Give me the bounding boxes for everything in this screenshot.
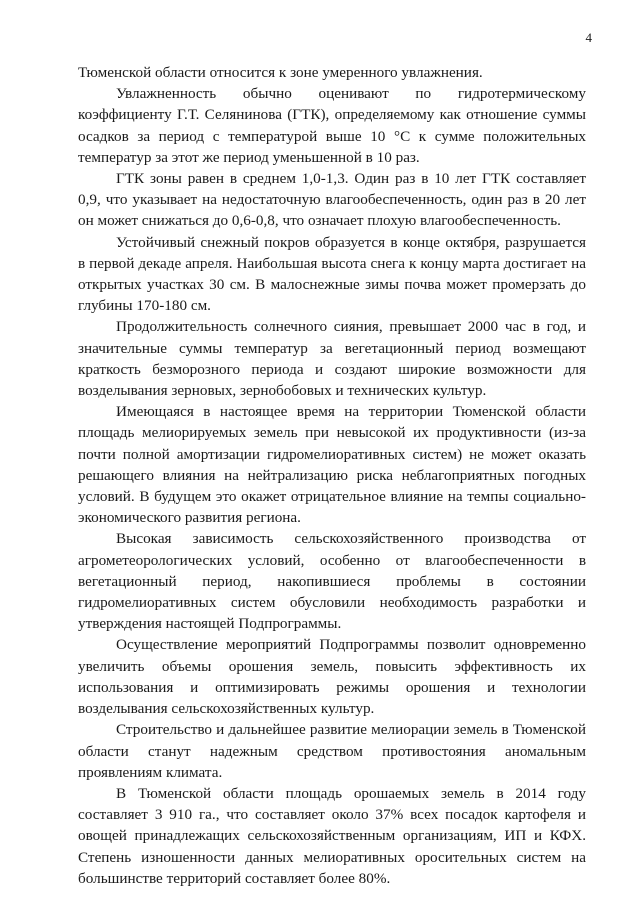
paragraph-4: Устойчивый снежный покров образуется в конце октября, разрушается в первой декаде апреля. Наибольшая высота снега к концу марта достигает на открытых участках 30 см. В малоснежные зимы почва может промерзать до глубины 170-180 см. [78, 233, 586, 315]
page-number: 4 [585, 30, 592, 45]
paragraph-3: ГТК зоны равен в среднем 1,0-1,3. Один раз в 10 лет ГТК составляет 0,9, что указывает на недостаточную влагообеспеченность, один раз в 20 лет он может снижаться до 0,6-0,8, что означает плохую влагообеспеченность. [78, 170, 586, 230]
paragraph-9: Строительство и дальнейшее развитие мелиорации земель в Тюменской области станут надежным средством противостояния аномальным проявлениям климата. [78, 721, 586, 781]
paragraph-8: Осуществление мероприятий Подпрограммы позволит одновременно увеличить объемы орошения земель, повысить эффективность их использования и оптимизировать режимы орошения и технологии возделывания сельскохозяйственных культур. [78, 636, 586, 718]
paragraph-10: В Тюменской области площадь орошаемых земель в 2014 году составляет 3 910 га., что составляет около 37% всех посадок картофеля и овощей принадлежащих сельскохозяйственным организациям, ИП и КФХ. Степень изношенности данных мелиоративных оросительных систем на большинстве территорий составляет более 80%. [78, 784, 586, 887]
paragraph-5: Продолжительность солнечного сияния, превышает 2000 час в год, и значительные суммы температур за вегетационный период возмещают краткость безморозного периода и создают широкие возможности для возделывания зерновых, зернобобовых и технических культур. [78, 318, 586, 400]
paragraph-6: Имеющаяся в настоящее время на территории Тюменской области площадь мелиорируемых земель при невысокой их продуктивности (из-за почти полной амортизации гидромелиоративных систем) не может оказать решающего влияния на нейтрализацию риска неблагоприятных погодных условий. В будущем это окажет отрицательное влияние на темпы социально-экономического развития региона. [78, 403, 586, 527]
paragraph-1: Тюменской области относится к зоне умеренного увлажнения. [78, 64, 483, 81]
paragraph-2: Увлажненность обычно оценивают по гидротермическому коэффициенту Г.Т. Селянинова (ГТК), определяемому как отношение суммы осадков за период с температурой выше 10 °С к сумме положительных температур за этот же период уменьшенной в 10 раз. [78, 85, 586, 166]
document-body [78, 62, 586, 889]
paragraph-7: Высокая зависимость сельскохозяйственного производства от агрометеорологических условий, особенно от влагообеспеченности в вегетационный период, накопившиеся проблемы в состоянии гидромелиоративных систем обусловили необходимость разработки и утверждения настоящей Подпрограммы. [78, 530, 586, 633]
